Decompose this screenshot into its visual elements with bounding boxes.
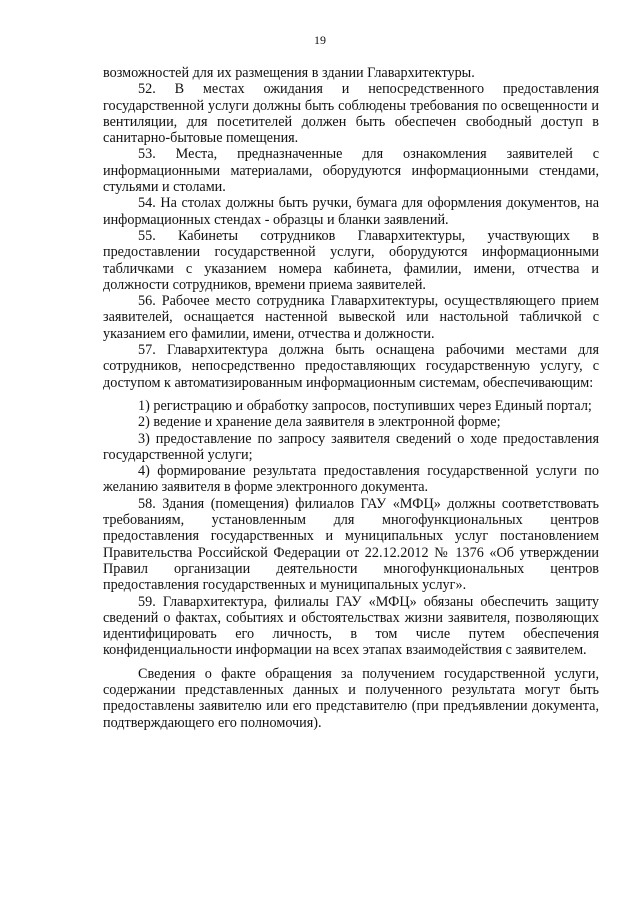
paragraph-56: 56. Рабочее место сотрудника Главархитектуры, осуществляющего прием заявителей, оснащается настенной вывеской или настольной табличкой с указанием его фамилии, имени, отчества и должности. (103, 293, 599, 342)
paragraph-58: 58. Здания (помещения) филиалов ГАУ «МФЦ» должны соответствовать требованиям, установленным для многофункциональных центров предоставления государственных и муниципальных услуг постановлением Правительства Российской Федерации от 22.12.2012 № 1376 «Об утверждении Правил организации деятельности многофункциональных центров предоставления государственных и муниципальных услуг». (103, 495, 599, 594)
list-item-2: 2) ведение и хранение дела заявителя в электронной форме; (138, 414, 501, 431)
list-item-3: 3) предоставление по запросу заявителя сведений о ходе предоставления государственной услуги; (103, 430, 599, 463)
paragraph-54: 54. На столах должны быть ручки, бумага для оформления документов, на информационных стендах - образцы и бланки заявлений. (103, 195, 599, 228)
paragraph-57: 57. Главархитектура должна быть оснащена рабочими местами для сотрудников, непосредственно предоставляющих государственную услугу, с доступом к автоматизированным информационным системам, обеспечивающим: (103, 342, 599, 391)
paragraph-55: 55. Кабинеты сотрудников Главархитектуры, участвующих в предоставлении государственной услуги, оборудуются информационными табличками с указанием номера кабинета, фамилии, имени, отчества и должности сотрудников, времени приема заявителей. (103, 227, 599, 293)
paragraph-59: 59. Главархитектура, филиалы ГАУ «МФЦ» обязаны обеспечить защиту сведений о фактах, событиях и обстоятельствах жизни заявителя, позволяющих идентифицировать его личность, в том числе путем обеспечения конфиденциальности информации на всех этапах взаимодействия с заявителем. (103, 593, 599, 659)
list-item-1: 1) регистрацию и обработку запросов, поступивших через Единый портал; (138, 397, 592, 414)
paragraph-52: 52. В местах ожидания и непосредственного предоставления государственной услуги должны быть соблюдены требования по освещенности и вентиляции, для посетителей должен быть обеспечен свободный доступ в санитарно-бытовые помещения. (103, 81, 599, 147)
page-number: 19 (314, 33, 326, 47)
paragraph-continuation: возможностей для их размещения в здании Главархитектуры. (103, 65, 475, 81)
paragraph-information-disclosure: Сведения о факте обращения за получением государственной услуги, содержании представленных данных и полученного результата могут быть предоставлены заявителю или его представителю (при предъявлении документа, подтверждающего его полномочия). (103, 665, 599, 731)
paragraph-53: 53. Места, предназначенные для ознакомления заявителей с информационными материалами, оборудуются информационными стендами, стульями и столами. (103, 146, 599, 196)
document-body (103, 65, 599, 731)
list-item-4: 4) формирование результата предоставления государственной услуги по желанию заявителя в форме электронного документа. (103, 463, 599, 496)
